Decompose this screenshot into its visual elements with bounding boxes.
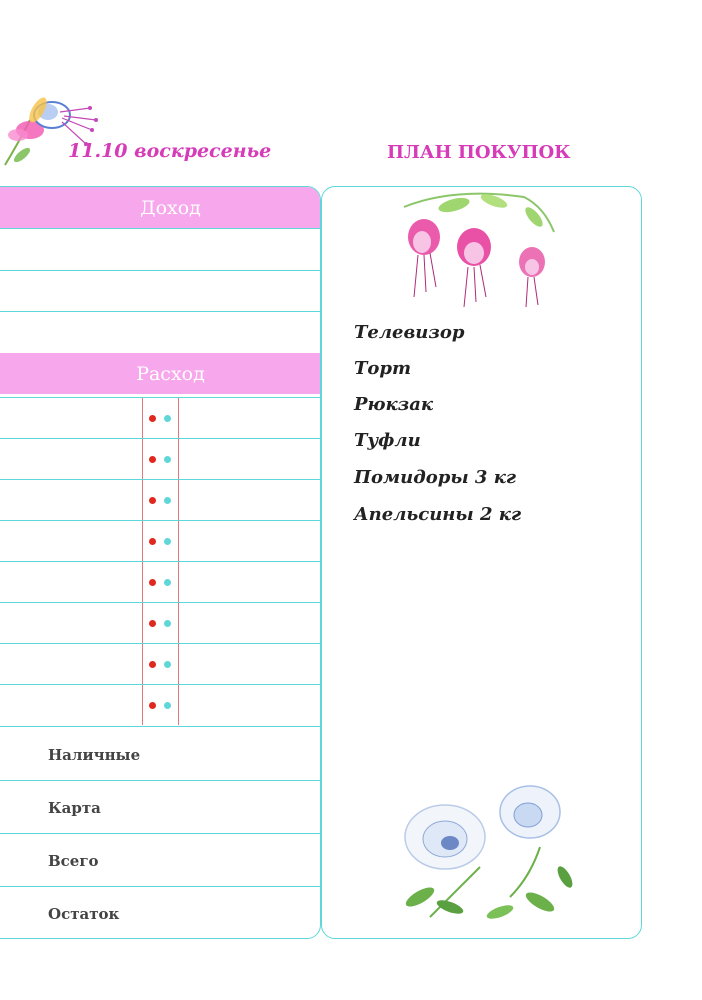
red-dot xyxy=(149,579,156,586)
expense-row-line[interactable] xyxy=(0,561,320,562)
hanging-fuchsia-icon xyxy=(394,187,564,317)
total-label: Всего xyxy=(48,852,99,870)
cyan-dot xyxy=(164,456,171,463)
red-dot xyxy=(149,497,156,504)
shopping-item: Туфли xyxy=(354,430,421,451)
red-dot xyxy=(149,661,156,668)
expense-row-line[interactable] xyxy=(0,684,320,685)
red-dot xyxy=(149,538,156,545)
shopping-item: Апельсины 2 кг xyxy=(354,504,522,525)
shopping-item: Торт xyxy=(354,358,412,379)
expense-row-line[interactable] xyxy=(0,726,320,727)
cyan-dot xyxy=(164,702,171,709)
red-dot xyxy=(149,620,156,627)
shopping-panel xyxy=(321,186,642,939)
expense-row-line[interactable] xyxy=(0,643,320,644)
cyan-dot xyxy=(164,661,171,668)
income-label: Доход xyxy=(140,196,201,219)
cyan-dot xyxy=(164,497,171,504)
divider xyxy=(0,397,320,398)
expense-row-line[interactable] xyxy=(0,479,320,480)
red-dot xyxy=(149,415,156,422)
cyan-dot xyxy=(164,620,171,627)
expense-row-line[interactable] xyxy=(0,438,320,439)
shopping-item: Телевизор xyxy=(354,322,465,343)
expense-header xyxy=(0,353,320,394)
card-label: Карта xyxy=(48,799,101,817)
white-peony-icon xyxy=(390,777,590,927)
income-header xyxy=(0,187,320,228)
summary-row-line[interactable] xyxy=(0,833,320,834)
cash-label: Наличные xyxy=(48,746,141,764)
ledger-panel xyxy=(0,186,321,939)
cyan-dot xyxy=(164,579,171,586)
shopping-plan-title: ПЛАН ПОКУПОК xyxy=(387,142,571,163)
expense-row-line[interactable] xyxy=(0,520,320,521)
income-row-line[interactable] xyxy=(0,311,320,312)
red-dot xyxy=(149,702,156,709)
shopping-item: Помидоры 3 кг xyxy=(354,467,516,488)
red-dot xyxy=(149,456,156,463)
remainder-label: Остаток xyxy=(48,905,120,923)
expense-label: Расход xyxy=(136,362,205,385)
cyan-dot xyxy=(164,415,171,422)
shopping-item: Рюкзак xyxy=(354,394,434,415)
cyan-dot xyxy=(164,538,171,545)
divider xyxy=(0,228,320,229)
expense-row-line[interactable] xyxy=(0,602,320,603)
income-row-line[interactable] xyxy=(0,270,320,271)
date-label: 11.10 воскресенье xyxy=(68,140,272,162)
summary-row-line[interactable] xyxy=(0,886,320,887)
summary-row-line[interactable] xyxy=(0,780,320,781)
